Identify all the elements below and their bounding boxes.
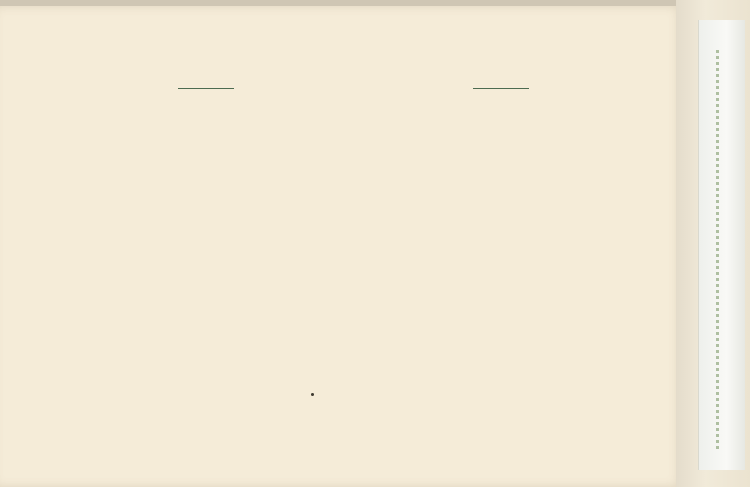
narcissus-column — [104, 83, 307, 101]
wavy-divider-icon — [340, 100, 348, 380]
title-rule — [473, 88, 529, 89]
ink-speck — [311, 393, 314, 396]
title-rule — [178, 88, 234, 89]
daffodil-column — [396, 83, 606, 101]
